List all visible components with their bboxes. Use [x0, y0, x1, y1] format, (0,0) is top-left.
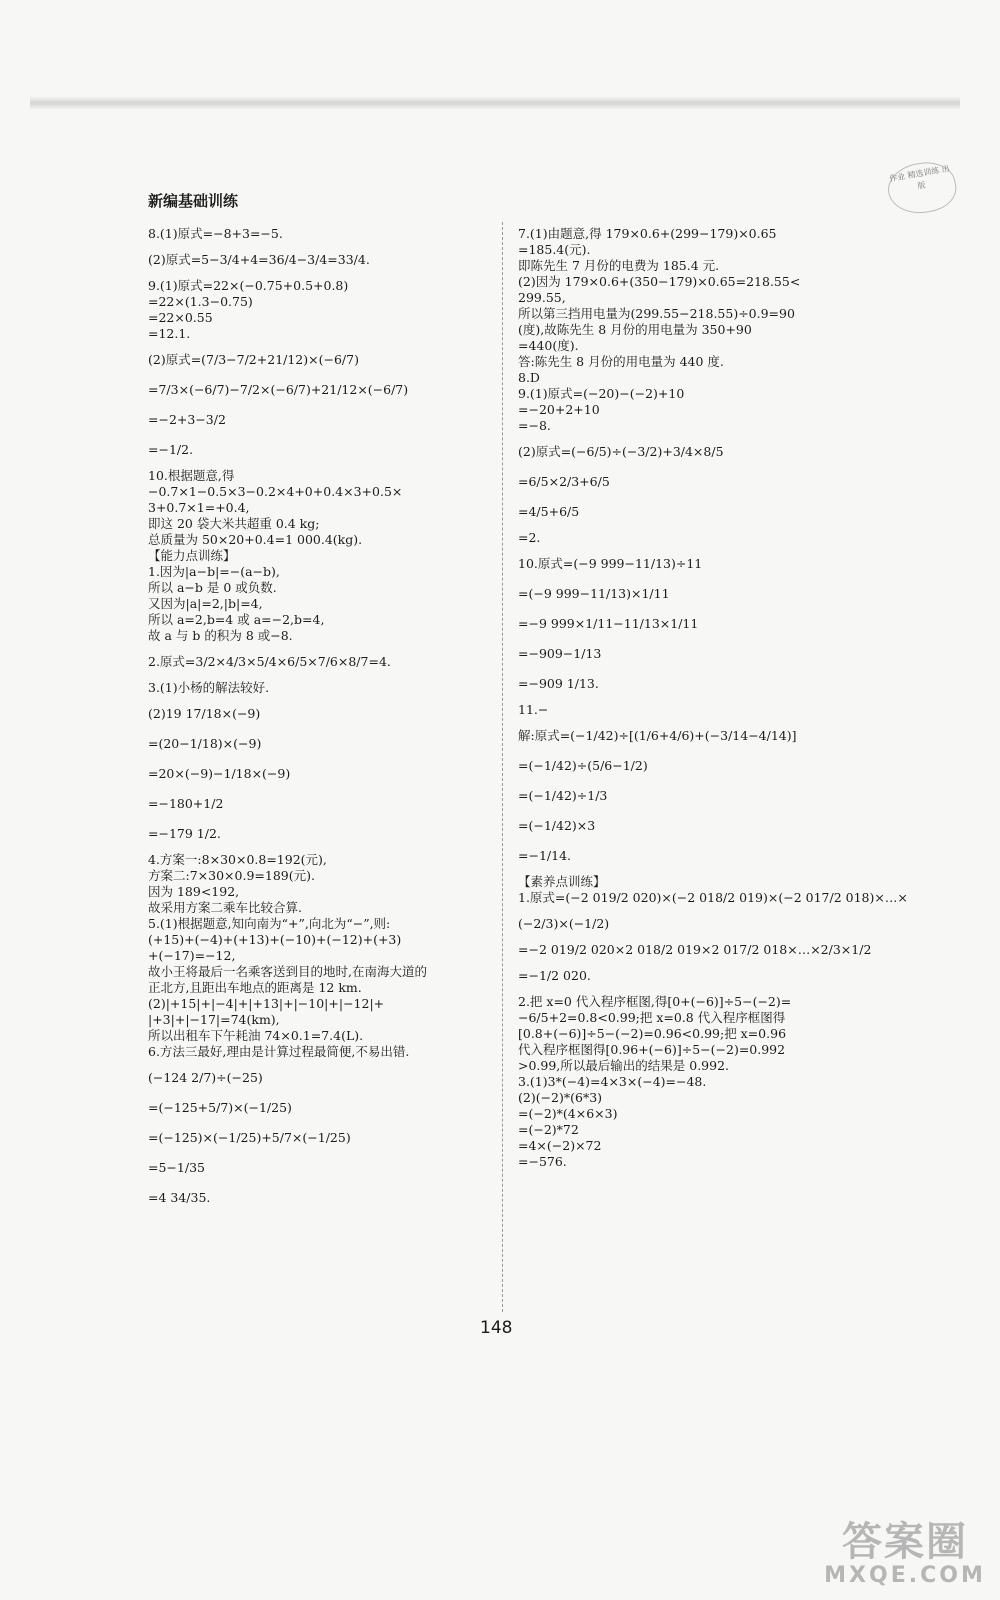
left-column [148, 226, 493, 1206]
page-number: 148 [480, 1318, 513, 1338]
answer-line: (2)|+15|+|−4|+|+13|+|−10|+|−12|+ [148, 996, 385, 1011]
answer-line: 即这 20 袋大米共超重 0.4 kg; [148, 516, 320, 531]
answer-line: 2.原式=3/2×4/3×5/4×6/5×7/6×8/7=4. [148, 654, 391, 669]
publisher-stamp: 作业 精选训练 出版 [884, 157, 960, 218]
answer-line: 所以 a−b 是 0 或负数. [148, 580, 277, 595]
watermark-logo [820, 1510, 990, 1588]
answer-line: 3+0.7×1=+0.4, [148, 500, 250, 515]
answer-line: =(−125)×(−1/25)+5/7×(−1/25) [148, 1130, 351, 1145]
answer-line: =(−1/42)÷1/3 [518, 788, 608, 803]
answer-line: =−1/14. [518, 848, 571, 863]
answer-line: =−8. [518, 418, 551, 433]
answer-line: 代入程序框图得[0.96+(−6)]÷5−(−2)=0.992 [518, 1042, 786, 1057]
answer-line: =−909 1/13. [518, 676, 599, 691]
answer-line: 9.(1)原式=(−20)−(−2)+10 [518, 386, 685, 401]
answer-line: (2)原式=(−6/5)÷(−3/2)+3/4×8/5 [518, 444, 724, 459]
answer-line: (2)19 17/18×(−9) [148, 706, 261, 721]
answer-line: 故 a 与 b 的积为 8 或−8. [148, 628, 293, 643]
answer-line: =20×(−9)−1/18×(−9) [148, 766, 291, 781]
answer-line: 8.D [518, 370, 540, 385]
answer-line: [0.8+(−6)]÷5−(−2)=0.96<0.99;把 x=0.96 [518, 1026, 787, 1041]
answer-line: =−2 019/2 020×2 018/2 019×2 017/2 018×…×2/3×1/2 [518, 942, 872, 957]
answer-line: =−20+2+10 [518, 402, 600, 417]
answer-line: =4 34/35. [148, 1190, 211, 1205]
answer-line: =12.1. [148, 326, 191, 341]
answer-line: 2.把 x=0 代入程序框图,得[0+(−6)]÷5−(−2)= [518, 994, 792, 1009]
watermark-sub: MXQE.COM [824, 1563, 986, 1588]
scan-artifact-line [30, 96, 960, 110]
answer-line: =(−1/42)×3 [518, 818, 596, 833]
answer-line: =−179 1/2. [148, 826, 221, 841]
answer-line: =−1/2 020. [518, 968, 591, 983]
answer-line: 所以出租车下午耗油 74×0.1=7.4(L). [148, 1028, 364, 1043]
answer-line: +(−17)=−12, [148, 948, 236, 963]
answer-line: 所以 a=2,b=4 或 a=−2,b=4, [148, 612, 325, 627]
answer-line: =4/5+6/5 [518, 504, 580, 519]
answer-line: =(−1/42)÷(5/6−1/2) [518, 758, 648, 773]
answer-line: 即陈先生 7 月份的电费为 185.4 元. [518, 258, 720, 273]
answer-line: (−124 2/7)÷(−25) [148, 1070, 263, 1085]
answer-line: =22×0.55 [148, 310, 213, 325]
answer-line: 299.55, [518, 290, 566, 305]
answer-line: 1.因为|a−b|=−(a−b), [148, 564, 280, 579]
answer-line: =(−2)*72 [518, 1122, 579, 1137]
answer-line: 10.原式=(−9 999−11/13)÷11 [518, 556, 703, 571]
answer-line: 10.根据题意,得 [148, 468, 235, 483]
answer-line: 11.− [518, 702, 549, 717]
answer-line: 所以第三挡用电量为(299.55−218.55)÷0.9=90 [518, 306, 795, 321]
answer-line: 5.(1)根据题意,知向南为“+”,向北为“−”,则: [148, 916, 391, 931]
answer-line: 又因为|a|=2,|b|=4, [148, 596, 263, 611]
answer-line: 1.原式=(−2 019/2 020)×(−2 018/2 019)×(−2 017/2 018)×…× [518, 890, 908, 905]
answer-line: =(−2)*(4×6×3) [518, 1106, 618, 1121]
answer-line: 方案二:7×30×0.9=189(元). [148, 868, 315, 883]
answer-line: =(−125+5/7)×(−1/25) [148, 1100, 292, 1115]
answer-line: |+3|+|−17|=74(km), [148, 1012, 280, 1027]
column-divider [502, 222, 503, 1312]
page-header: 新编基础训练 [148, 192, 239, 210]
answer-line: 6.方法三最好,理由是计算过程最简便,不易出错. [148, 1044, 410, 1059]
answer-line: =(−9 999−11/13)×1/11 [518, 586, 670, 601]
answer-line: 答:陈先生 8 月份的用电量为 440 度. [518, 354, 724, 369]
answer-line: 4.方案一:8×30×0.8=192(元), [148, 852, 327, 867]
answer-line: =−909−1/13 [518, 646, 602, 661]
section-heading: 【素养点训练】 [518, 874, 606, 889]
answer-line: =2. [518, 530, 541, 545]
answer-line: =440(度). [518, 338, 579, 353]
answer-line: =5−1/35 [148, 1160, 205, 1175]
answer-line: (−2/3)×(−1/2) [518, 916, 610, 931]
answer-line: (度),故陈先生 8 月份的用电量为 350+90 [518, 322, 752, 337]
answer-line: (2)因为 179×0.6+(350−179)×0.65=218.55< [518, 274, 801, 289]
answer-line: 故采用方案二乘车比较合算. [148, 900, 302, 915]
answer-line: =6/5×2/3+6/5 [518, 474, 610, 489]
watermark-main: 答案圈 [842, 1519, 968, 1565]
answer-line: (2)原式=(7/3−7/2+21/12)×(−6/7) [148, 352, 359, 367]
answer-line: (2)(−2)*(6*3) [518, 1090, 603, 1105]
answer-line: 解:原式=(−1/42)÷[(1/6+4/6)+(−3/14−4/14)] [518, 728, 797, 743]
answer-line: −0.7×1−0.5×3−0.2×4+0+0.4×3+0.5× [148, 484, 403, 499]
answer-line: =−9 999×1/11−11/13×1/11 [518, 616, 699, 631]
answer-line: =−576. [518, 1154, 567, 1169]
answer-line: (+15)+(−4)+(+13)+(−10)+(−12)+(+3) [148, 932, 402, 947]
answer-line: =(20−1/18)×(−9) [148, 736, 262, 751]
answer-line: (2)原式=5−3/4+4=36/4−3/4=33/4. [148, 252, 370, 267]
answer-line: =22×(1.3−0.75) [148, 294, 253, 309]
answer-line: =185.4(元). [518, 242, 591, 257]
answer-line: =4×(−2)×72 [518, 1138, 602, 1153]
answer-line: >0.99,所以最后输出的结果是 0.992. [518, 1058, 730, 1073]
section-heading: 【能力点训练】 [148, 548, 236, 563]
answer-line: 3.(1)3*(−4)=4×3×(−4)=−48. [518, 1074, 707, 1089]
answer-line: =−180+1/2 [148, 796, 224, 811]
answer-line: −6/5+2=0.8<0.99;把 x=0.8 代入程序框图得 [518, 1010, 786, 1025]
answer-line: 8.(1)原式=−8+3=−5. [148, 226, 283, 241]
answer-line: 3.(1)小杨的解法较好. [148, 680, 270, 695]
answer-line: 故小王将最后一名乘客送到目的地时,在南海大道的 [148, 964, 427, 979]
answer-line: =−1/2. [148, 442, 194, 457]
answer-line: 9.(1)原式=22×(−0.75+0.5+0.8) [148, 278, 349, 293]
answer-line: 因为 189<192, [148, 884, 240, 899]
right-column [518, 226, 908, 1170]
answer-line: =−2+3−3/2 [148, 412, 226, 427]
answer-line: 7.(1)由题意,得 179×0.6+(299−179)×0.65 [518, 226, 777, 241]
answer-line: =7/3×(−6/7)−7/2×(−6/7)+21/12×(−6/7) [148, 382, 409, 397]
answer-line: 总质量为 50×20+0.4=1 000.4(kg). [148, 532, 363, 547]
answer-line: 正北方,且距出车地点的距离是 12 km. [148, 980, 362, 995]
